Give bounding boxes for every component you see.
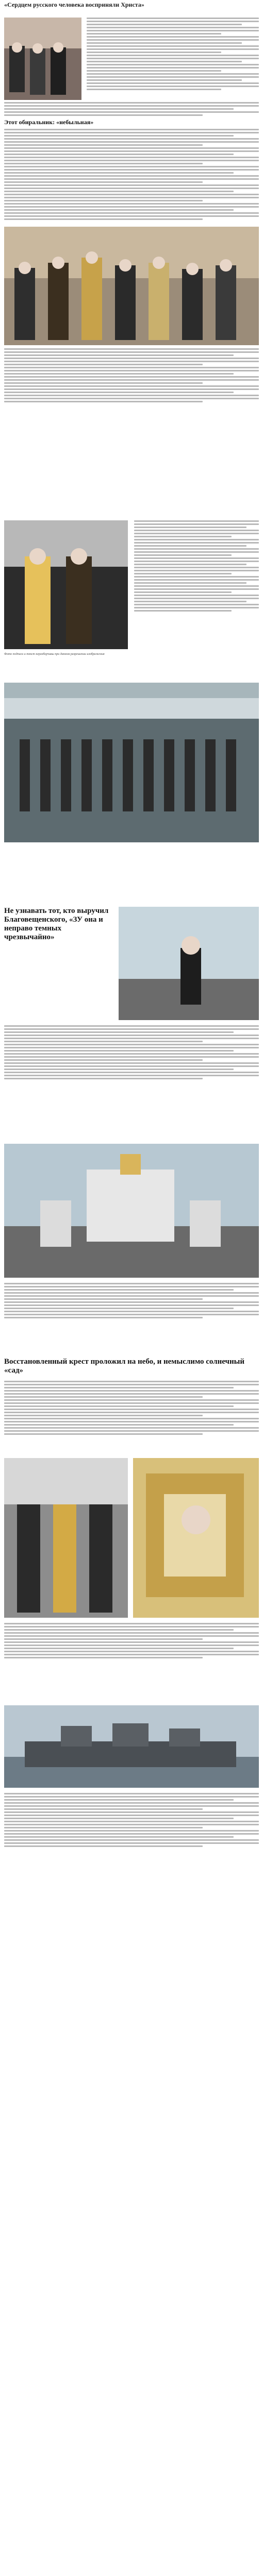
text-block — [4, 1623, 259, 1658]
text-block — [4, 348, 259, 402]
text-block — [4, 1025, 259, 1079]
text-block — [4, 102, 259, 116]
section-heading-3: Восстановленный крест проложил на небо, и немыслимо солнечный «сад» — [4, 1358, 244, 1375]
photo-left — [4, 520, 128, 649]
article-title: «Сердцем русского человека восприняли Христа» — [4, 1, 144, 8]
section-heading-2: Не узнавать тот, кто выручил Благовещенского, «ЗУ она и неправо темных чрезвычайно» — [4, 907, 109, 941]
text-block — [4, 1793, 259, 1847]
text-block — [134, 520, 259, 612]
icon-photo — [133, 1458, 259, 1618]
text-block — [4, 129, 259, 220]
section-heading-1: Этот обиральник: «небыльная» — [4, 118, 94, 126]
text-block — [4, 1381, 259, 1435]
intro-text-block — [87, 18, 259, 90]
church-photo — [4, 1144, 259, 1278]
ship-photo — [4, 1705, 259, 1788]
portrait-photo — [119, 907, 259, 1020]
event-photo — [4, 227, 259, 345]
text-block — [4, 1283, 259, 1318]
hero-photo — [4, 18, 81, 100]
photo-caption: Фото подписи и текст неразборчивы при данном разрешении изображения — [4, 653, 105, 656]
parade-photo — [4, 683, 259, 842]
procession-photo — [4, 1458, 128, 1618]
